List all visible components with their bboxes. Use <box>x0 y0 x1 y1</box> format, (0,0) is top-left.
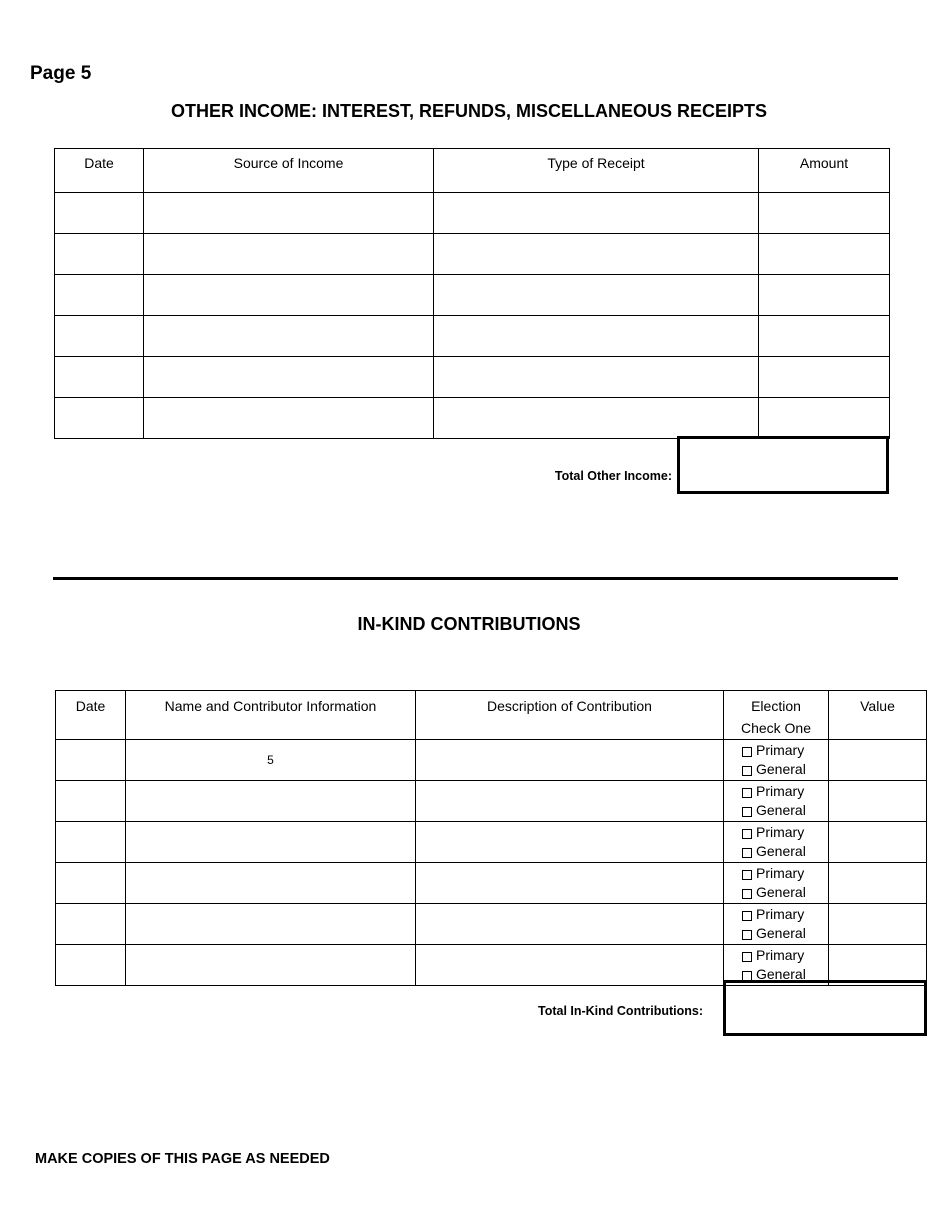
date-cell[interactable] <box>56 822 126 863</box>
date-cell[interactable] <box>55 193 144 234</box>
table-row <box>55 398 890 439</box>
name-cell[interactable] <box>126 945 416 986</box>
table-row <box>56 822 927 863</box>
general-label: General <box>756 884 806 900</box>
date-cell[interactable] <box>55 234 144 275</box>
table-row <box>55 193 890 234</box>
type-cell[interactable] <box>434 193 759 234</box>
value-cell[interactable] <box>829 904 927 945</box>
description-cell[interactable] <box>416 904 724 945</box>
column-header-description: Description of Contribution <box>416 691 724 740</box>
amount-cell[interactable] <box>759 234 890 275</box>
footer-note: MAKE COPIES OF THIS PAGE AS NEEDED <box>35 1151 330 1167</box>
name-cell[interactable] <box>126 904 416 945</box>
election-cell <box>724 822 829 863</box>
general-label: General <box>756 802 806 818</box>
primary-checkbox[interactable] <box>742 870 752 880</box>
description-cell[interactable] <box>416 822 724 863</box>
source-cell[interactable] <box>144 316 434 357</box>
table-row <box>55 357 890 398</box>
election-header-line1: Election <box>751 698 801 714</box>
table-row <box>56 740 927 781</box>
value-cell[interactable] <box>829 781 927 822</box>
value-cell[interactable] <box>829 740 927 781</box>
in-kind-title: IN-KIND CONTRIBUTIONS <box>357 614 581 634</box>
date-cell[interactable] <box>55 275 144 316</box>
amount-cell[interactable] <box>759 316 890 357</box>
in-kind-table <box>55 690 927 986</box>
primary-checkbox[interactable] <box>742 788 752 798</box>
other-income-title: OTHER INCOME: INTEREST, REFUNDS, MISCELLANEOUS RECEIPTS <box>170 101 768 121</box>
table-row <box>55 275 890 316</box>
general-checkbox[interactable] <box>742 766 752 776</box>
column-header-amount: Amount <box>759 149 890 193</box>
other-income-table <box>54 148 890 439</box>
amount-cell[interactable] <box>759 275 890 316</box>
name-cell[interactable] <box>126 822 416 863</box>
type-cell[interactable] <box>434 357 759 398</box>
name-cell[interactable]: 5 <box>126 740 416 781</box>
total-in-kind-box[interactable] <box>723 980 927 1036</box>
primary-label: Primary <box>756 906 805 922</box>
table-row <box>56 863 927 904</box>
date-cell[interactable] <box>56 740 126 781</box>
amount-cell[interactable] <box>759 398 890 439</box>
column-header-type: Type of Receipt <box>434 149 759 193</box>
description-cell[interactable] <box>416 863 724 904</box>
table-row <box>56 904 927 945</box>
primary-checkbox[interactable] <box>742 952 752 962</box>
description-cell[interactable] <box>416 945 724 986</box>
table-header-row <box>56 691 927 740</box>
source-cell[interactable] <box>144 357 434 398</box>
primary-checkbox[interactable] <box>742 829 752 839</box>
date-cell[interactable] <box>56 863 126 904</box>
type-cell[interactable] <box>434 275 759 316</box>
value-cell[interactable] <box>829 822 927 863</box>
table-row <box>55 316 890 357</box>
election-cell <box>724 740 829 781</box>
date-cell[interactable] <box>56 904 126 945</box>
general-checkbox[interactable] <box>742 848 752 858</box>
date-cell[interactable] <box>55 398 144 439</box>
source-cell[interactable] <box>144 275 434 316</box>
value-cell[interactable] <box>829 863 927 904</box>
table-header-row <box>55 149 890 193</box>
type-cell[interactable] <box>434 234 759 275</box>
date-cell[interactable] <box>55 316 144 357</box>
column-header-date: Date <box>55 149 144 193</box>
table-row <box>55 234 890 275</box>
election-cell <box>724 781 829 822</box>
election-cell <box>724 863 829 904</box>
table-row <box>56 781 927 822</box>
column-header-source: Source of Income <box>144 149 434 193</box>
type-cell[interactable] <box>434 398 759 439</box>
column-header-election <box>724 691 829 740</box>
total-other-income-label: Total Other Income: <box>554 469 672 483</box>
primary-checkbox[interactable] <box>742 911 752 921</box>
primary-label: Primary <box>756 865 805 881</box>
name-cell[interactable] <box>126 781 416 822</box>
general-checkbox[interactable] <box>742 930 752 940</box>
total-in-kind-label: Total In-Kind Contributions: <box>537 1004 703 1018</box>
source-cell[interactable] <box>144 193 434 234</box>
amount-cell[interactable] <box>759 357 890 398</box>
primary-label: Primary <box>756 824 805 840</box>
page-label: Page 5 <box>30 63 92 84</box>
general-checkbox[interactable] <box>742 889 752 899</box>
description-cell[interactable] <box>416 740 724 781</box>
date-cell[interactable] <box>55 357 144 398</box>
primary-label: Primary <box>756 783 805 799</box>
election-header-line2: Check One <box>740 720 812 736</box>
election-cell <box>724 904 829 945</box>
column-header-date: Date <box>56 691 126 740</box>
source-cell[interactable] <box>144 398 434 439</box>
column-header-value: Value <box>829 691 927 740</box>
general-checkbox[interactable] <box>742 807 752 817</box>
date-cell[interactable] <box>56 781 126 822</box>
primary-checkbox[interactable] <box>742 747 752 757</box>
amount-cell[interactable] <box>759 193 890 234</box>
description-cell[interactable] <box>416 781 724 822</box>
primary-label: Primary <box>756 742 805 758</box>
primary-label: Primary <box>756 947 805 963</box>
type-cell[interactable] <box>434 316 759 357</box>
general-label: General <box>756 925 806 941</box>
name-cell[interactable] <box>126 863 416 904</box>
source-cell[interactable] <box>144 234 434 275</box>
general-label: General <box>756 761 806 777</box>
general-label: General <box>756 843 806 859</box>
date-cell[interactable] <box>56 945 126 986</box>
column-header-name: Name and Contributor Information <box>126 691 416 740</box>
general-checkbox[interactable] <box>742 971 752 981</box>
section-divider <box>53 577 898 580</box>
total-other-income-box[interactable] <box>677 436 889 494</box>
general-label: General <box>756 966 806 982</box>
